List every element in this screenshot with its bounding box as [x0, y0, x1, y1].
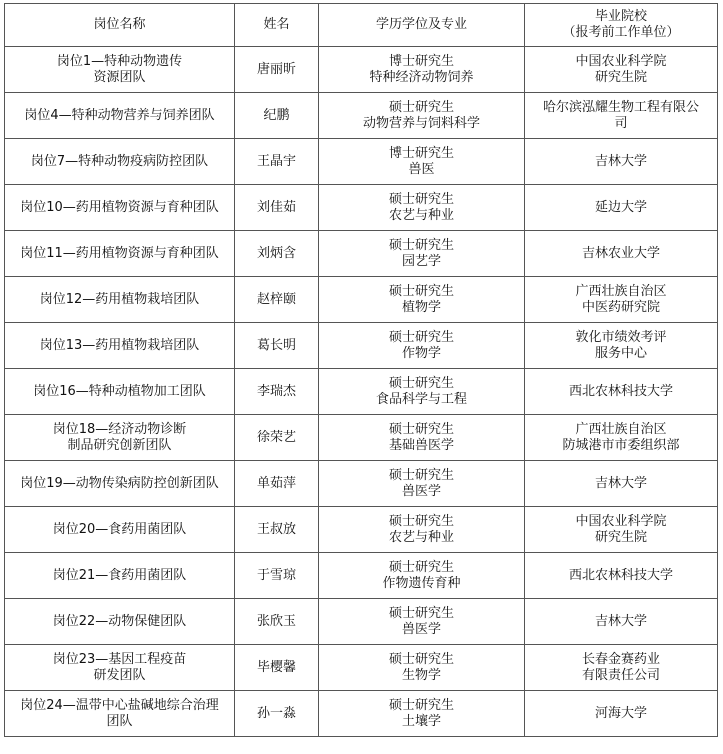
school-cell — [525, 461, 718, 507]
position-cell-line: 岗位24—温带中心盐碱地综合治理 — [20, 697, 219, 713]
degree-cell-line: 硕士研究生 — [388, 467, 454, 483]
position-cell-line: 制品研究创新团队 — [67, 437, 172, 453]
position-cell — [5, 369, 235, 415]
school-cell-line: 有限责任公司 — [581, 667, 660, 683]
school-cell-line: 防城港市市委组织部 — [562, 437, 680, 453]
school-cell — [525, 553, 718, 599]
degree-cell — [319, 415, 525, 461]
name-cell-text: 刘炳含 — [256, 245, 296, 261]
degree-cell-line: 兽医学 — [401, 621, 441, 637]
position-cell — [5, 461, 235, 507]
degree-cell — [319, 323, 525, 369]
position-cell — [5, 185, 235, 231]
degree-cell-line: 硕士研究生 — [388, 283, 454, 299]
school-cell — [525, 415, 718, 461]
degree-cell-line: 硕士研究生 — [388, 191, 454, 207]
position-cell-line: 岗位16—特种动植物加工团队 — [33, 383, 206, 399]
degree-cell-line: 硕士研究生 — [388, 651, 454, 667]
degree-cell-line: 特种经济动物饲养 — [369, 69, 474, 85]
name-cell-text: 于雪琼 — [256, 567, 296, 583]
name-cell-text: 唐丽昕 — [256, 61, 296, 77]
name-cell-text: 刘佳茹 — [256, 199, 296, 215]
degree-cell — [319, 231, 525, 277]
degree-cell-line: 硕士研究生 — [388, 559, 454, 575]
name-cell-text: 单茹萍 — [256, 475, 296, 491]
degree-cell-line: 硕士研究生 — [388, 237, 454, 253]
name-cell-text: 纪鹏 — [263, 107, 290, 123]
position-cell — [5, 231, 235, 277]
table-row — [5, 185, 718, 231]
table-row — [5, 47, 718, 93]
position-cell-line: 岗位12—药用植物栽培团队 — [39, 291, 200, 307]
school-cell-line: 研究生院 — [594, 529, 647, 545]
school-cell-line: 司 — [614, 115, 628, 131]
school-cell-line: 西北农林科技大学 — [568, 383, 673, 399]
name-cell — [235, 553, 319, 599]
school-cell-line: 服务中心 — [594, 345, 647, 361]
school-cell — [525, 369, 718, 415]
name-cell — [235, 691, 319, 737]
school-cell — [525, 599, 718, 645]
position-cell-line: 研发团队 — [93, 667, 146, 683]
degree-cell — [319, 507, 525, 553]
school-cell — [525, 185, 718, 231]
table-row — [5, 139, 718, 185]
name-cell — [235, 415, 319, 461]
degree-cell-line: 作物遗传育种 — [382, 575, 461, 591]
table-row — [5, 93, 718, 139]
position-cell-line: 岗位18—经济动物诊断 — [52, 421, 187, 437]
table-row — [5, 461, 718, 507]
name-cell — [235, 369, 319, 415]
position-cell-line: 资源团队 — [93, 69, 146, 85]
school-cell-line: 广西壮族自治区 — [575, 283, 667, 299]
name-cell — [235, 461, 319, 507]
header-school — [525, 4, 718, 47]
degree-cell — [319, 93, 525, 139]
degree-cell-line: 基础兽医学 — [388, 437, 454, 453]
degree-cell-line: 动物营养与饲料科学 — [362, 115, 480, 131]
position-cell-line: 岗位4—特种动物营养与饲养团队 — [24, 107, 215, 123]
position-cell-line: 团队 — [106, 713, 133, 729]
table-row — [5, 323, 718, 369]
position-cell-line: 岗位19—动物传染病防控创新团队 — [20, 475, 219, 491]
name-cell — [235, 599, 319, 645]
degree-cell — [319, 47, 525, 93]
header-position — [5, 4, 235, 47]
degree-cell-line: 食品科学与工程 — [375, 391, 467, 407]
position-cell — [5, 139, 235, 185]
name-cell-text: 孙一淼 — [256, 705, 296, 721]
degree-cell-line: 兽医学 — [401, 483, 441, 499]
header-school-sublabel: （报考前工作单位） — [562, 25, 680, 40]
position-cell-line: 岗位21—食药用菌团队 — [52, 567, 187, 583]
position-cell — [5, 645, 235, 691]
name-cell-text: 赵梓颐 — [256, 291, 296, 307]
degree-cell-line: 硕士研究生 — [388, 329, 454, 345]
header-name-label: 姓名 — [263, 17, 290, 32]
name-cell-text: 李瑞杰 — [256, 383, 296, 399]
degree-cell-line: 土壤学 — [401, 713, 441, 729]
table-row — [5, 553, 718, 599]
school-cell-line: 中医药研究院 — [581, 299, 660, 315]
table-row — [5, 369, 718, 415]
position-cell-line: 岗位22—动物保健团队 — [52, 613, 187, 629]
table-row — [5, 277, 718, 323]
school-cell-line: 中国农业科学院 — [575, 513, 667, 529]
position-cell — [5, 507, 235, 553]
position-cell — [5, 93, 235, 139]
school-cell-line: 敦化市绩效考评 — [575, 329, 667, 345]
table-row — [5, 599, 718, 645]
degree-cell — [319, 645, 525, 691]
school-cell — [525, 323, 718, 369]
name-cell-text: 毕樱馨 — [256, 659, 296, 675]
personnel-table — [4, 3, 718, 737]
degree-cell — [319, 461, 525, 507]
degree-cell-line: 农艺与种业 — [388, 529, 454, 545]
name-cell — [235, 231, 319, 277]
name-cell — [235, 139, 319, 185]
position-cell-line: 岗位11—药用植物资源与育种团队 — [20, 245, 219, 261]
school-cell-line: 研究生院 — [594, 69, 647, 85]
degree-cell-line: 农艺与种业 — [388, 207, 454, 223]
degree-cell-line: 硕士研究生 — [388, 421, 454, 437]
table-row — [5, 691, 718, 737]
table-header-row — [5, 4, 718, 47]
header-name — [235, 4, 319, 47]
name-cell — [235, 185, 319, 231]
name-cell-text: 徐荣艺 — [256, 429, 296, 445]
header-position-label: 岗位名称 — [93, 17, 146, 32]
school-cell-line: 广西壮族自治区 — [575, 421, 667, 437]
school-cell-line: 吉林大学 — [594, 475, 647, 491]
school-cell-line: 吉林农业大学 — [581, 245, 660, 261]
name-cell — [235, 645, 319, 691]
degree-cell — [319, 185, 525, 231]
degree-cell-line: 硕士研究生 — [388, 99, 454, 115]
degree-cell — [319, 599, 525, 645]
position-cell — [5, 47, 235, 93]
position-cell — [5, 415, 235, 461]
name-cell — [235, 507, 319, 553]
school-cell-line: 延边大学 — [594, 199, 647, 215]
school-cell — [525, 691, 718, 737]
position-cell — [5, 277, 235, 323]
position-cell — [5, 553, 235, 599]
degree-cell-line: 硕士研究生 — [388, 605, 454, 621]
school-cell-line: 西北农林科技大学 — [568, 567, 673, 583]
degree-cell — [319, 139, 525, 185]
degree-cell-line: 博士研究生 — [388, 53, 454, 69]
degree-cell — [319, 369, 525, 415]
school-cell-line: 吉林大学 — [594, 613, 647, 629]
school-cell-line: 中国农业科学院 — [575, 53, 667, 69]
degree-cell-line: 兽医 — [408, 161, 435, 177]
name-cell-text: 王叔放 — [256, 521, 296, 537]
name-cell-text: 王晶宇 — [256, 153, 296, 169]
school-cell — [525, 645, 718, 691]
table-row — [5, 415, 718, 461]
name-cell — [235, 323, 319, 369]
header-degree — [319, 4, 525, 47]
position-cell-line: 岗位10—药用植物资源与育种团队 — [20, 199, 219, 215]
header-school-label: 毕业院校 — [594, 9, 647, 24]
name-cell — [235, 277, 319, 323]
school-cell-line: 长春金赛药业 — [581, 651, 660, 667]
school-cell — [525, 93, 718, 139]
school-cell-line: 吉林大学 — [594, 153, 647, 169]
header-degree-label: 学历学位及专业 — [375, 17, 467, 32]
school-cell — [525, 47, 718, 93]
position-cell-line: 岗位20—食药用菌团队 — [52, 521, 187, 537]
position-cell-line: 岗位13—药用植物栽培团队 — [39, 337, 200, 353]
degree-cell — [319, 553, 525, 599]
degree-cell-line: 博士研究生 — [388, 145, 454, 161]
position-cell-line: 岗位7—特种动物疫病防控团队 — [30, 153, 209, 169]
degree-cell — [319, 277, 525, 323]
school-cell — [525, 231, 718, 277]
school-cell-line: 哈尔滨泓耀生物工程有限公 — [542, 99, 699, 115]
degree-cell-line: 园艺学 — [401, 253, 441, 269]
degree-cell — [319, 691, 525, 737]
degree-cell-line: 作物学 — [401, 345, 441, 361]
degree-cell-line: 生物学 — [401, 667, 441, 683]
degree-cell-line: 硕士研究生 — [388, 375, 454, 391]
name-cell-text: 张欣玉 — [256, 613, 296, 629]
table-row — [5, 507, 718, 553]
name-cell — [235, 93, 319, 139]
name-cell — [235, 47, 319, 93]
position-cell — [5, 323, 235, 369]
table-row — [5, 231, 718, 277]
position-cell — [5, 599, 235, 645]
school-cell — [525, 139, 718, 185]
degree-cell-line: 植物学 — [401, 299, 441, 315]
degree-cell-line: 硕士研究生 — [388, 697, 454, 713]
table-row — [5, 645, 718, 691]
school-cell — [525, 277, 718, 323]
position-cell — [5, 691, 235, 737]
school-cell — [525, 507, 718, 553]
position-cell-line: 岗位1—特种动物遗传 — [56, 53, 183, 69]
degree-cell-line: 硕士研究生 — [388, 513, 454, 529]
school-cell-line: 河海大学 — [594, 705, 647, 721]
name-cell-text: 葛长明 — [256, 337, 296, 353]
position-cell-line: 岗位23—基因工程疫苗 — [52, 651, 187, 667]
